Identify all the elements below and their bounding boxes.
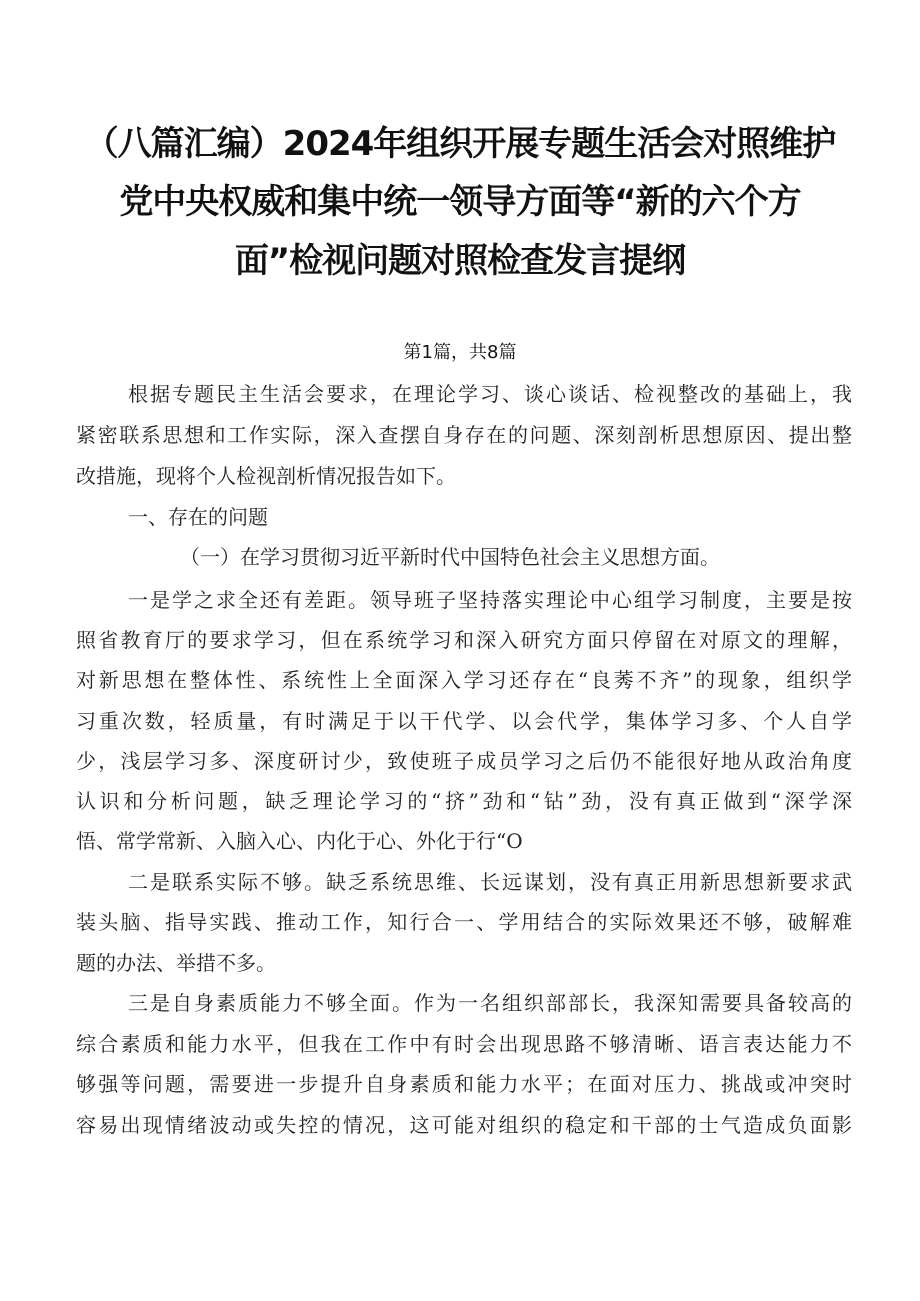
para1-line-2: 照省教育厅的要求学习，但在系统学习和深入研究方面只停留在对原文的理解， [76,628,852,652]
para1-line-1: 一是学之求全还有差距。领导班子坚持落实理论中心组学习制度，主要是按 [128,588,852,612]
para1-line-6: 认识和分析问题，缺乏理论学习的“挤”劲和“钻”劲，没有真正做到“深学深 [76,789,852,813]
para3-line-3: 够强等问题，需要进一步提升自身素质和能力水平；在面对压力、挑战或冲突时 [76,1072,852,1096]
para2-line-1: 二是联系实际不够。缺乏系统思维、长远谋划，没有真正用新思想新要求武 [128,870,852,894]
para3-line-4: 容易出现情绪波动或失控的情况，这可能对组织的稳定和干部的士气造成负面影 [76,1113,852,1137]
para3-line-2: 综合素质和能力水平，但我在工作中有时会出现思路不够清晰、语言表达能力不 [76,1032,852,1056]
section-heading: 一、存在的问题 [128,505,268,529]
para1-line-5: 少，浅层学习多、深度研讨少，致使班子成员学习之后仍不能很好地从政治角度 [76,749,852,773]
document-title-line-2: 党中央权威和集中统一领导方面等“新的六个方 [119,182,801,222]
para1-line-3: 对新思想在整体性、系统性上全面深入学习还存在“良莠不齐”的现象，组织学 [76,668,852,692]
para1-line-7: 悟、常学常新、入脑入心、内化于心、外化于行“O [76,829,523,853]
para1-line-4: 习重次数，轻质量，有时满足于以干代学、以会代学，集体学习多、个人自学 [76,709,852,733]
document-title-line-3: 面”检视问题对照检查发言提纲 [234,241,686,281]
para2-line-2: 装头脑、指导实践、推动工作，知行合一、学用结合的实际效果还不够，破解难 [76,910,852,934]
document-subtitle: 第1篇，共8篇 [403,342,517,363]
subsection-heading: （一）在学习贯彻习近平新时代中国特色社会主义思想方面。 [180,545,720,569]
document-title-line-1: （八篇汇编）2024年组织开展专题生活会对照维护 [84,124,836,164]
para3-line-1: 三是自身素质能力不够全面。作为一名组织部部长，我深知需要具备较高的 [128,991,852,1015]
intro-line-1: 根据专题民主生活会要求，在理论学习、谈心谈话、检视整改的基础上，我 [128,382,852,406]
para2-line-3: 题的办法、举措不多。 [76,951,276,975]
intro-line-3: 改措施，现将个人检视剖析情况报告如下。 [76,464,456,488]
intro-line-2: 紧密联系思想和工作实际，深入查摆自身存在的问题、深刻剖析思想原因、提出整 [76,423,852,447]
